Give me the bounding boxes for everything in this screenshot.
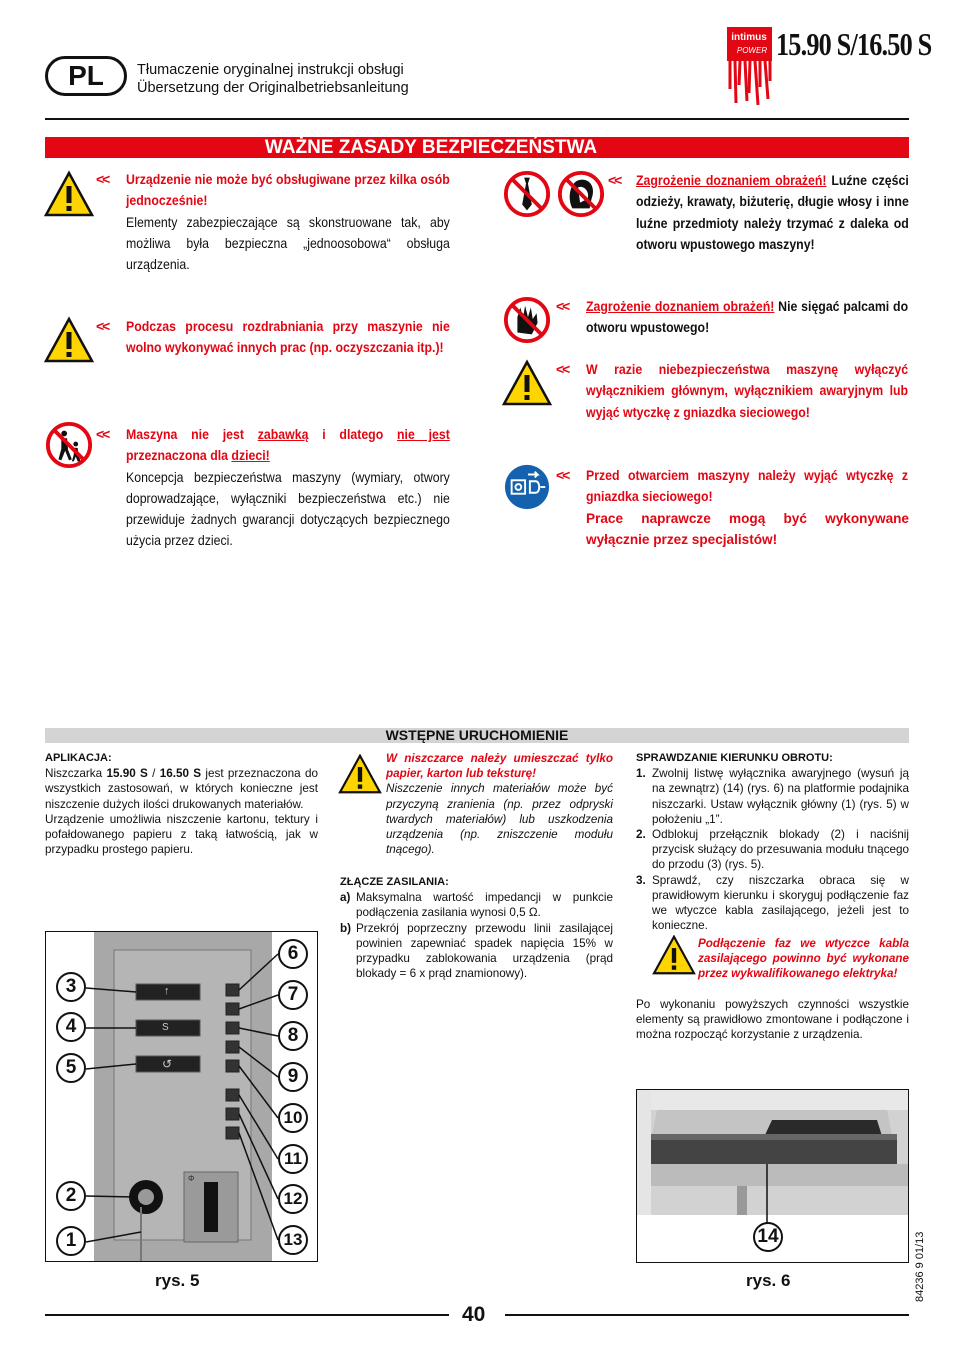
switch-symbol-icon: Φ	[188, 1174, 195, 1183]
power-section: ZŁĄCZE ZASILANIA: a) Maksymalna wartość impedancji w punkcie podłączenia zasilania wynosi 0,5 Ω. b) Przekrój poprzeczny przewodu linii zasilającej powinien zapewniać spadek napięcia 15% w przypadku zablokowania urządzenia (prąd blokady = 6 x prąd znamionowy).	[340, 876, 613, 981]
figure-6-label-14: 14	[753, 1222, 783, 1252]
application-text: Niszczarka 15.90 S / 16.50 S jest przeznaczona do wszystkich zastosowań, w których konieczne jest niszczenie dużych ilości drukowanych materiałów.	[45, 767, 318, 811]
no-children-icon	[44, 421, 94, 469]
reverse-arrow-icon: ↺	[162, 1057, 173, 1071]
safety-item-not-a-toy: Maszyna nie jest zabawką i dlatego nie jest przeznaczona dla dzieci! Koncepcja bezpieczeństwa maszyny (wymiary, otwory doprowadzające, wyłączniki bezpieczeństwa etc.) nie przewiduje żadnych gwarancji dotyczących bezpiecznego użycia przez dzieci.	[126, 426, 450, 549]
chevron-marker: <<	[96, 426, 109, 442]
model-title: 15.90 S/16.50 S	[776, 26, 932, 62]
document-id: 84236 9 01/13	[914, 1231, 926, 1302]
page-number: 40	[462, 1303, 486, 1326]
application-text-2: Urządzenie umożliwia niszczenie kartonu, tektury i pofałdowanego papieru z taką łatwością, jak w przypadku prostego papieru.	[45, 812, 318, 857]
chevron-marker: <<	[556, 467, 569, 483]
application-title: APLIKACJA:	[45, 752, 112, 764]
figure-5-label-4: 4	[56, 1012, 86, 1042]
safety-item-loose-clothing: Zagrożenie doznaniem obrażeń! Luźne części odzieży, krawaty, biżuterię, długie włosy i inne luźne przedmioty należy trzymać z daleka od otworu wpustowego maszyny!	[636, 172, 909, 252]
materials-warning: W niszczarce należy umieszczać tylko papier, karton lub teksturę! Niszczenie innych materiałów może być przyczyną zranienia (np. przez odpryski twardych materiałów) lub uszkodzenia urządzenia (np. zniszczenie modułu tnącego).	[386, 752, 613, 857]
safety-item-emergency-stop: W razie niebezpieczeństwa maszynę wyłączyć wyłącznikiem głównym, wyłącznikiem awaryjnym lub wyjąć wtyczkę z gniazdka sieciowego!	[586, 361, 909, 420]
unplug-mandatory-icon	[502, 463, 552, 511]
warning-triangle-icon	[502, 359, 552, 407]
language-badge: PL	[45, 56, 127, 96]
figure-6-caption: rys. 6	[746, 1271, 791, 1290]
rotation-section: SPRAWDZANIE KIERUNKU OBROTU: 1. Zwolnij listwę wyłącznika awaryjnego (wysuń ją na zewnątrz) (14) (rys. 6) na platformie podajnika niszczarki. Ustaw wyłącznik główny (1) (rys. 5) w położeniu „1”. 2. Odblokuj przełącznik blokady (2) i naciśnij przycisk służący do przesuwania modułu tnącego do przodu (3) (rys. 5). 3. Sprawdź, czy niszczarka obraca się w prawidłowym kierunku i skoryguj podłączenie faz we wtyczce kabla zasilającego, jeżeli jest to konieczne.	[636, 752, 909, 933]
warning-triangle-icon	[44, 316, 94, 364]
chevron-marker: <<	[96, 171, 109, 187]
figure-5-label-7: 7	[278, 980, 308, 1010]
figure-5-label-9: 9	[278, 1062, 308, 1092]
warning-triangle-icon	[652, 935, 696, 975]
warning-triangle-icon	[44, 170, 94, 218]
figure-5-label-1: 1	[56, 1226, 86, 1256]
brand-sub-text: POWER	[736, 46, 768, 55]
safety-item-no-other-work: Podczas procesu rozdrabniania przy maszynie nie wolno wykonywać innych prac (np. oczyszczania itp.)!	[126, 318, 450, 356]
stop-s-icon: S	[162, 1022, 169, 1033]
figure-5-label-5: 5	[56, 1053, 86, 1083]
chevron-marker: <<	[96, 318, 109, 334]
footer-divider-left	[45, 1314, 449, 1316]
figure-5-label-11: 11	[278, 1144, 308, 1174]
no-long-hair-icon	[556, 170, 606, 218]
figure-5-label-13: 13	[278, 1225, 308, 1255]
brand-text: intimus	[731, 32, 767, 43]
figure-5-label-8: 8	[278, 1021, 308, 1051]
chevron-marker: <<	[556, 361, 569, 377]
safety-item-single-operator: Urządzenie nie może być obsługiwane przez kilka osób jednocześnie! Elementy zabezpieczające są skonstruowane tak, aby możliwa była bezpieczna „jednoosobowa“ obsługa urządzenia.	[126, 171, 450, 273]
warning-triangle-icon	[338, 754, 382, 794]
safety-title: WAŻNE ZASADY BEZPIECZEŃSTWA	[264, 137, 598, 158]
document-subtitle	[137, 61, 409, 97]
figure-5-label-12: 12	[278, 1184, 308, 1214]
startup-title: WSTĘPNE URUCHOMIENIE	[385, 727, 569, 743]
figure-5	[45, 931, 318, 1262]
chevron-marker: <<	[608, 172, 621, 188]
footer-divider-right	[505, 1314, 909, 1316]
figure-5-caption: rys. 5	[155, 1271, 200, 1290]
subtitle-line-2: Übersetzung der Originalbetriebsanleitung	[137, 80, 409, 96]
figure-5-label-6: 6	[278, 939, 308, 969]
figure-5-label-2: 2	[56, 1181, 86, 1211]
startup-section-bar	[45, 728, 909, 743]
safety-item-no-fingers: Zagrożenie doznaniem obrażeń! Nie sięgać palcami do otworu wpustowego!	[586, 298, 909, 336]
safety-item-unplug-before-opening: Przed otwarciem maszyny należy wyjąć wtyczkę z gniazdka sieciowego! Prace naprawcze mogą być wykonywane wyłącznie przez specjalistów!	[586, 467, 909, 547]
figure-5-label-10: 10	[278, 1103, 308, 1133]
application-section	[45, 751, 318, 857]
figure-5-label-3: 3	[56, 972, 86, 1002]
intimus-logo	[727, 27, 772, 107]
rotation-after-text: Po wykonaniu powyższych czynności wszystkie elementy są prawidłowo zmontowane i podłączone i można rozpocząć korzystanie z urządzenia.	[636, 998, 909, 1042]
power-title: ZŁĄCZE ZASILANIA:	[340, 876, 449, 888]
no-tie-icon	[502, 170, 552, 218]
rotation-title: SPRAWDZANIE KIERUNKU OBROTU:	[636, 752, 833, 764]
figure-6	[636, 1089, 909, 1263]
chevron-marker: <<	[556, 298, 569, 314]
safety-banner	[45, 137, 909, 158]
electrician-warning: Podłączenie faz we wtyczce kabla zasilającego powinno być wykonane przez wykwalifikowanego elektryka!	[698, 937, 909, 981]
subtitle-line-1: Tłumaczenie oryginalnej instrukcji obsługi	[137, 62, 404, 78]
no-fingers-icon	[502, 296, 552, 344]
header-divider	[45, 118, 909, 120]
forward-arrow-icon: ↑	[164, 985, 170, 997]
